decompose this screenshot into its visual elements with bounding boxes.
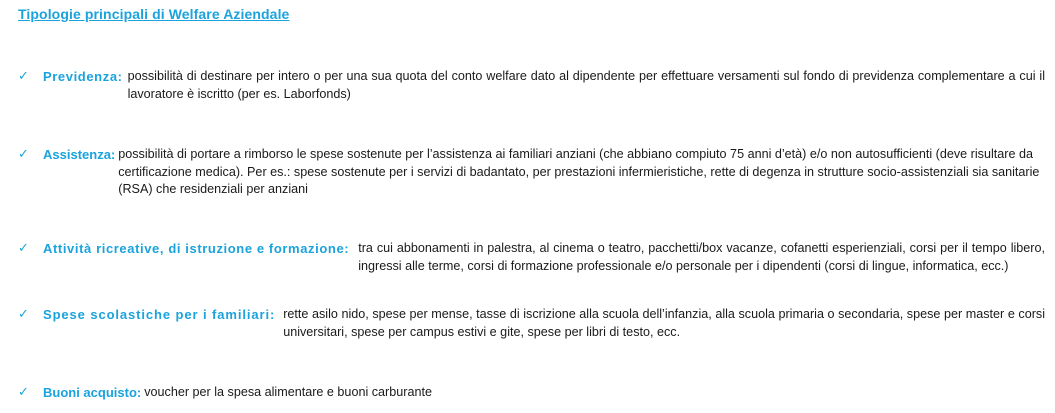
item-label: Spese scolastiche per i familiari: xyxy=(43,307,276,322)
item-label: Assistenza: xyxy=(43,147,116,162)
check-icon: ✓ xyxy=(18,241,29,256)
item-label: Buoni acquisto: xyxy=(43,385,142,400)
item-description: possibilità di destinare per intero o per una sua quota del conto welfare dato al dipendente per effettuare versamenti sul fondo di previdenza complementare a cui il lavoratore è iscritto (per es. Laborfonds) xyxy=(127,69,1045,101)
item-description: possibilità di portare a rimborso le spese sostenute per l’assistenza ai familiari anziani (che abbiano compiuto 75 anni d’età) e/o non autosufficienti (deve risultare da certificazione medica). Per es.: spese sostenute per i servizi di badantato, per prestazioni infermieristiche, rette di degenza in strutture socio-assistenziali sia sanitarie (RSA) che residenziali per anziani xyxy=(118,147,1040,196)
check-icon: ✓ xyxy=(18,147,29,162)
item-description: voucher per la spesa alimentare e buoni carburante xyxy=(144,385,432,399)
list-item-previdenza xyxy=(18,68,1045,103)
list-item-attivita xyxy=(18,240,1045,275)
item-description: tra cui abbonamenti in palestra, al cinema o teatro, pacchetti/box vacanze, cofanetti esperienziali, corsi per il tempo libero, ingressi alle terme, corsi di formazione professionale e/o personale per i dipendenti (corsi di lingue, informatica, ecc.) xyxy=(358,241,1045,273)
check-icon: ✓ xyxy=(18,385,29,400)
check-icon: ✓ xyxy=(18,69,29,84)
list-item-spese-scolastiche xyxy=(18,306,1045,341)
page-title: Tipologie principali di Welfare Aziendale xyxy=(18,6,290,22)
item-label: Attività ricreative, di istruzione e formazione: xyxy=(43,241,350,256)
check-icon: ✓ xyxy=(18,307,29,322)
item-label: Previdenza: xyxy=(43,69,123,84)
item-description: rette asilo nido, spese per mense, tasse di iscrizione alla scuola dell’infanzia, alla scuola primaria o secondaria, spese per master e corsi universitari, spese per campus estivi e gite, spese per libri di testo, ecc. xyxy=(283,307,1045,339)
list-item-assistenza xyxy=(18,146,1045,199)
list-item-buoni-acquisto xyxy=(18,384,1045,402)
